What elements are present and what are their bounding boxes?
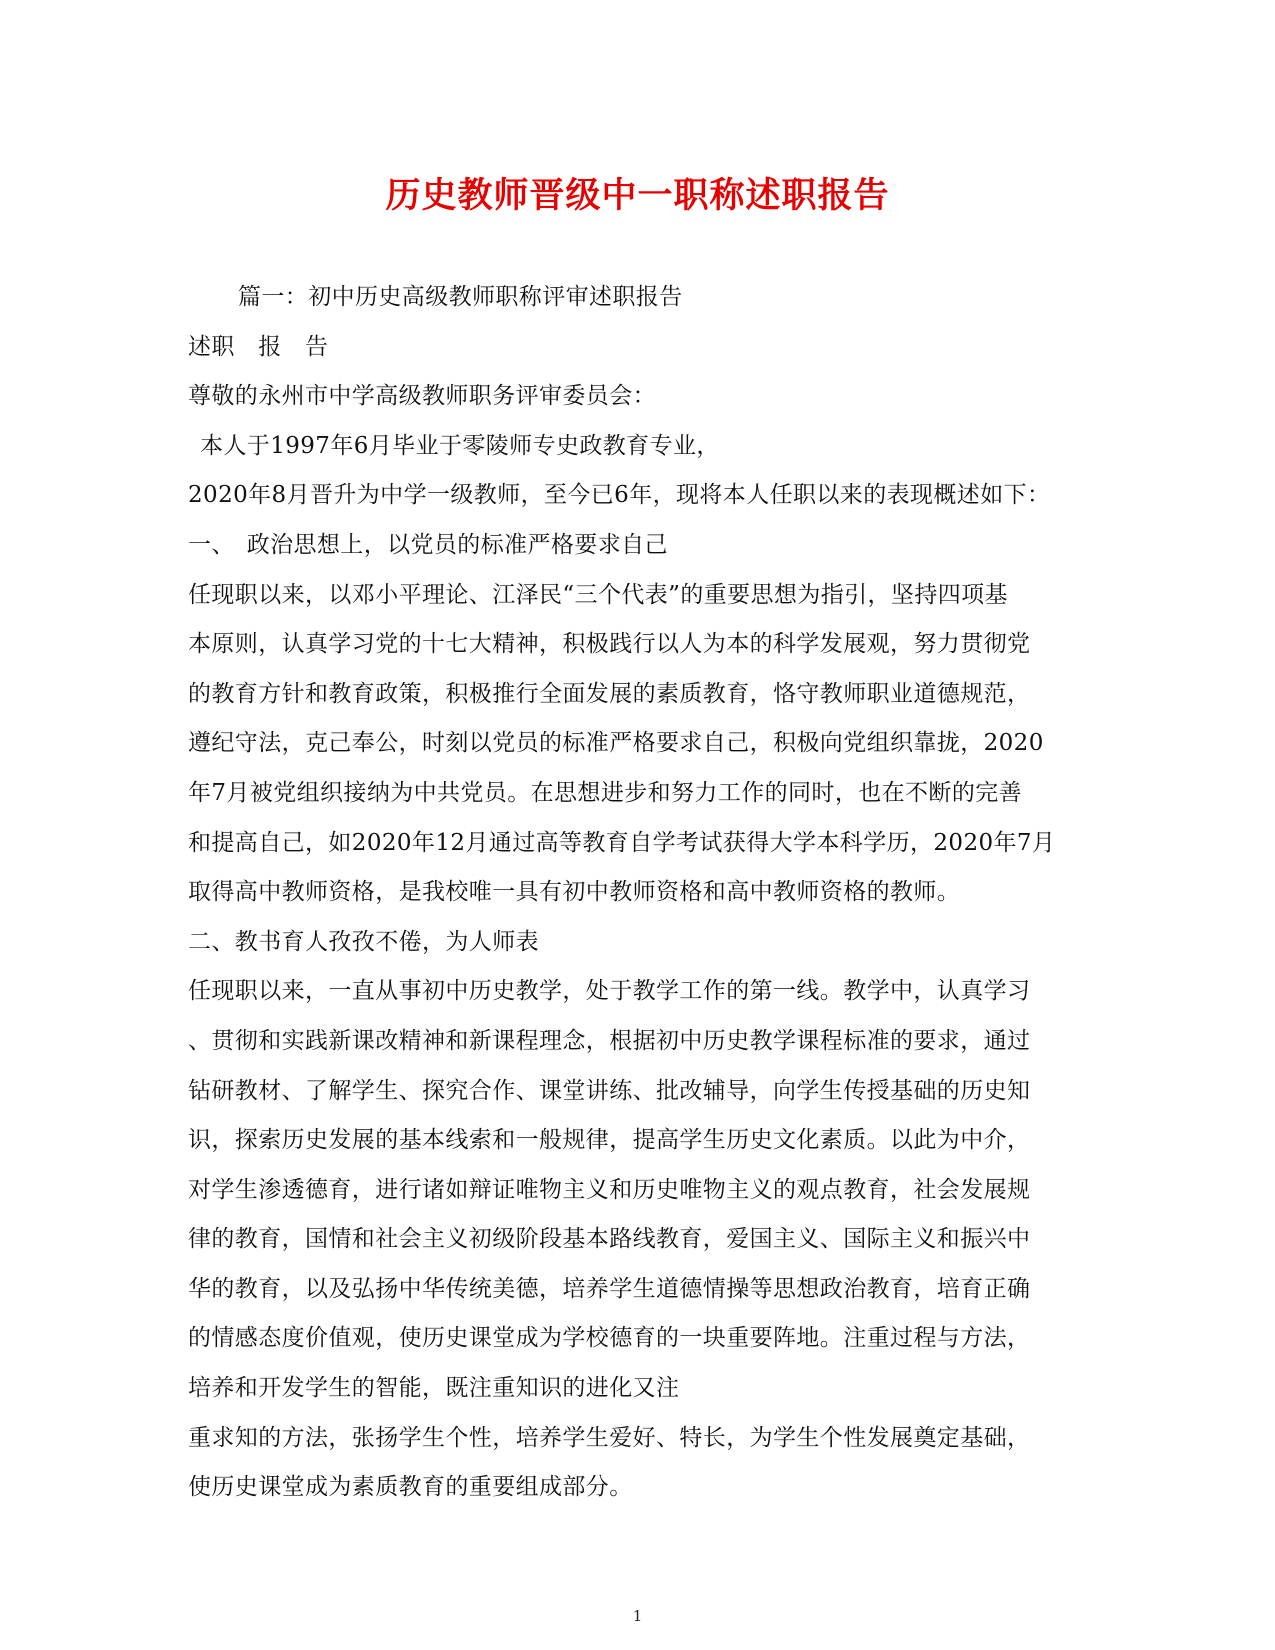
document-body [188, 282, 1088, 1522]
page-number: 1 [632, 1607, 643, 1625]
body-line: 年7月被党组织接纳为中共党员。在思想进步和努力工作的同时，也在不断的完善 [188, 779, 1023, 806]
subheading: 一、 政治思想上，以党员的标准严格要求自己 [188, 531, 668, 558]
salutation: 尊敬的永州市中学高级教师职务评审委员会： [188, 383, 656, 410]
body-line: 任现职以来，以邓小平理论、江泽民“三个代表”的重要思想为指引，坚持四项基 [188, 581, 1008, 608]
body-line: 任现职以来，一直从事初中历史教学，处于教学工作的第一线。教学中，认真学习 [188, 978, 1031, 1005]
body-line: 识，探索历史发展的基本线索和一般规律，提高学生历史文化素质。以此为中介， [188, 1127, 1031, 1154]
body-line: 和提高自己，如2020年12月通过高等教育自学考试获得大学本科学历，2020年7月 [188, 829, 1056, 856]
body-line: 遵纪守法，克己奉公，时刻以党员的标准严格要求自己，积极向党组织靠拢，2020 [188, 730, 1044, 757]
body-line: 、贯彻和实践新课改精神和新课程理念，根据初中历史教学课程标准的要求，通过 [188, 1027, 1031, 1054]
body-line: 本人于1997年6月毕业于零陵师专史政教育专业， [200, 432, 720, 459]
document-title: 历史教师晋级中一职称述职报告 [385, 175, 890, 216]
body-line: 使历史课堂成为素质教育的重要组成部分。 [188, 1474, 633, 1501]
body-line: 取得高中教师资格，是我校唯一具有初中教师资格和高中教师资格的教师。 [188, 879, 961, 906]
body-line: 对学生渗透德育，进行诸如辩证唯物主义和历史唯物主义的观点教育，社会发展规 [188, 1176, 1031, 1203]
body-line: 的情感态度价值观，使历史课堂成为学校德育的一块重要阵地。注重过程与方法， [188, 1325, 1031, 1352]
body-line: 培养和开发学生的智能，既注重知识的进化又注 [188, 1375, 680, 1402]
body-line: 本原则，认真学习党的十七大精神，积极践行以人为本的科学发展观，努力贯彻党 [188, 631, 1031, 658]
body-line: 的教育方针和教育政策，积极推行全面发展的素质教育，恪守教师职业道德规范， [188, 680, 1031, 707]
subheading: 二、教书育人孜孜不倦，为人师表 [188, 928, 539, 955]
body-line: 钻研教材、了解学生、探究合作、课堂讲练、批改辅导，向学生传授基础的历史知 [188, 1077, 1031, 1104]
report-heading: 述职 报 告 [188, 333, 329, 360]
section-heading: 篇一：初中历史高级教师职称评审述职报告 [238, 284, 683, 310]
body-line: 华的教育，以及弘扬中华传统美德，培养学生道德情操等思想政治教育，培育正确 [188, 1275, 1031, 1302]
body-line: 律的教育，国情和社会主义初级阶段基本路线教育，爱国主义、国际主义和振兴中 [188, 1226, 1031, 1253]
body-line: 重求知的方法，张扬学生个性，培养学生爱好、特长，为学生个性发展奠定基础， [188, 1424, 1031, 1451]
body-line: 2020年8月晋升为中学一级教师，至今已6年，现将本人任职以来的表现概述如下： [188, 482, 1051, 509]
